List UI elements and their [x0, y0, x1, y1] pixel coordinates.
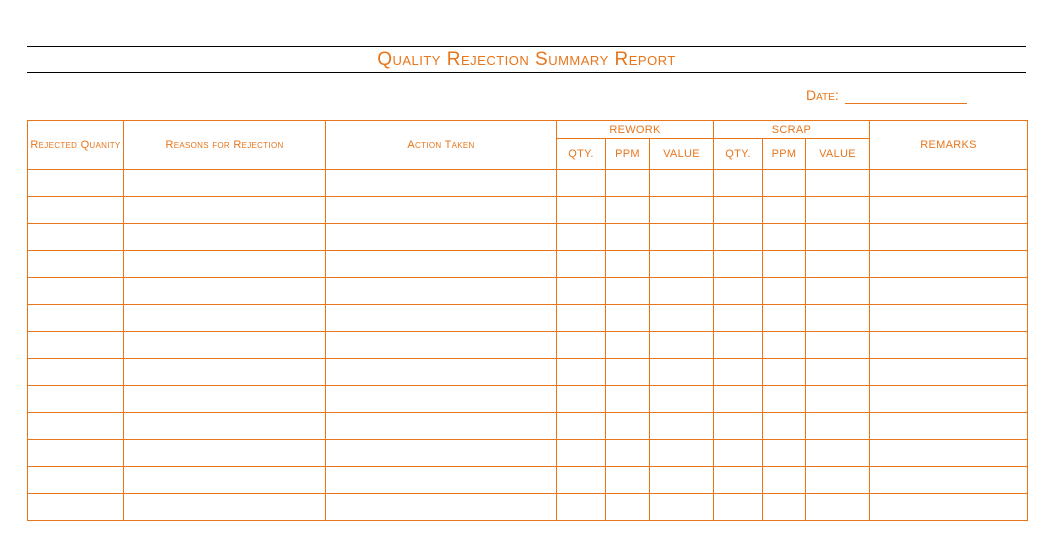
cell-scrap-value[interactable] [806, 332, 870, 359]
cell-remarks[interactable] [870, 170, 1028, 197]
table-row [28, 305, 1028, 332]
cell-reasons[interactable] [124, 494, 326, 521]
cell-reasons[interactable] [124, 413, 326, 440]
cell-rework-value[interactable] [650, 494, 714, 521]
cell-scrap-ppm[interactable] [763, 440, 806, 467]
cell-rework-value[interactable] [650, 278, 714, 305]
table-row [28, 251, 1028, 278]
cell-scrap-qty[interactable] [714, 494, 763, 521]
cell-reasons[interactable] [124, 197, 326, 224]
cell-scrap-qty[interactable] [714, 413, 763, 440]
cell-scrap-value[interactable] [806, 494, 870, 521]
cell-scrap-ppm[interactable] [763, 197, 806, 224]
title-top-rule [27, 46, 1026, 47]
cell-rework-ppm[interactable] [606, 224, 650, 251]
table-row [28, 170, 1028, 197]
cell-remarks[interactable] [870, 413, 1028, 440]
cell-remarks[interactable] [870, 359, 1028, 386]
table-row [28, 413, 1028, 440]
table-row [28, 494, 1028, 521]
cell-scrap-value[interactable] [806, 197, 870, 224]
cell-rework-qty[interactable] [557, 467, 606, 494]
cell-scrap-qty[interactable] [714, 170, 763, 197]
cell-rework-value[interactable] [650, 224, 714, 251]
cell-scrap-value[interactable] [806, 440, 870, 467]
cell-remarks[interactable] [870, 440, 1028, 467]
table-row [28, 278, 1028, 305]
cell-rework-ppm[interactable] [606, 386, 650, 413]
cell-rework-qty[interactable] [557, 332, 606, 359]
header-scrap-value: VALUE [806, 139, 870, 170]
cell-action-taken[interactable] [326, 278, 557, 305]
cell-rework-qty[interactable] [557, 305, 606, 332]
cell-action-taken[interactable] [326, 359, 557, 386]
cell-rejected-quantity[interactable] [28, 467, 124, 494]
cell-reasons[interactable] [124, 170, 326, 197]
cell-scrap-qty[interactable] [714, 278, 763, 305]
cell-action-taken[interactable] [326, 305, 557, 332]
cell-rework-value[interactable] [650, 251, 714, 278]
report-title: Quality Rejection Summary Report [377, 49, 676, 70]
cell-remarks[interactable] [870, 251, 1028, 278]
cell-scrap-qty[interactable] [714, 197, 763, 224]
cell-reasons[interactable] [124, 332, 326, 359]
date-blank-line[interactable] [845, 89, 967, 104]
cell-rework-value[interactable] [650, 170, 714, 197]
cell-remarks[interactable] [870, 278, 1028, 305]
cell-rework-value[interactable] [650, 359, 714, 386]
table-row [28, 332, 1028, 359]
cell-rework-ppm[interactable] [606, 359, 650, 386]
cell-remarks[interactable] [870, 332, 1028, 359]
cell-scrap-ppm[interactable] [763, 251, 806, 278]
cell-scrap-ppm[interactable] [763, 224, 806, 251]
cell-scrap-value[interactable] [806, 467, 870, 494]
cell-rework-qty[interactable] [557, 278, 606, 305]
cell-rejected-quantity[interactable] [28, 251, 124, 278]
cell-rework-ppm[interactable] [606, 197, 650, 224]
cell-rework-qty[interactable] [557, 359, 606, 386]
cell-scrap-ppm[interactable] [763, 278, 806, 305]
date-label: Date: [806, 87, 839, 103]
table-row [28, 386, 1028, 413]
cell-scrap-value[interactable] [806, 170, 870, 197]
cell-remarks[interactable] [870, 197, 1028, 224]
cell-reasons[interactable] [124, 440, 326, 467]
cell-scrap-qty[interactable] [714, 251, 763, 278]
header-reasons-for-rejection: Reasons for Rejection [124, 121, 326, 170]
header-scrap-qty: QTY. [714, 139, 763, 170]
cell-rework-qty[interactable] [557, 251, 606, 278]
cell-scrap-qty[interactable] [714, 224, 763, 251]
cell-rework-value[interactable] [650, 197, 714, 224]
cell-scrap-value[interactable] [806, 251, 870, 278]
cell-scrap-ppm[interactable] [763, 305, 806, 332]
cell-rejected-quantity[interactable] [28, 494, 124, 521]
cell-rework-ppm[interactable] [606, 251, 650, 278]
cell-scrap-value[interactable] [806, 278, 870, 305]
header-scrap-ppm: PPM [763, 139, 806, 170]
cell-rework-ppm[interactable] [606, 305, 650, 332]
table-body [28, 170, 1028, 521]
cell-reasons[interactable] [124, 359, 326, 386]
cell-action-taken[interactable] [326, 197, 557, 224]
cell-scrap-qty[interactable] [714, 386, 763, 413]
cell-scrap-qty[interactable] [714, 305, 763, 332]
cell-action-taken[interactable] [326, 170, 557, 197]
cell-rejected-quantity[interactable] [28, 170, 124, 197]
cell-scrap-value[interactable] [806, 386, 870, 413]
cell-rework-value[interactable] [650, 332, 714, 359]
cell-rework-value[interactable] [650, 467, 714, 494]
cell-rework-ppm[interactable] [606, 494, 650, 521]
cell-scrap-value[interactable] [806, 224, 870, 251]
cell-rework-qty[interactable] [557, 197, 606, 224]
cell-rework-qty[interactable] [557, 170, 606, 197]
cell-scrap-ppm[interactable] [763, 170, 806, 197]
cell-rejected-quantity[interactable] [28, 197, 124, 224]
header-rework-value: VALUE [650, 139, 714, 170]
cell-rework-qty[interactable] [557, 386, 606, 413]
cell-rejected-quantity[interactable] [28, 359, 124, 386]
cell-rejected-quantity[interactable] [28, 440, 124, 467]
cell-scrap-ppm[interactable] [763, 386, 806, 413]
cell-remarks[interactable] [870, 494, 1028, 521]
cell-rework-ppm[interactable] [606, 170, 650, 197]
cell-action-taken[interactable] [326, 251, 557, 278]
cell-rework-qty[interactable] [557, 440, 606, 467]
cell-rework-value[interactable] [650, 413, 714, 440]
cell-scrap-ppm[interactable] [763, 413, 806, 440]
cell-reasons[interactable] [124, 386, 326, 413]
header-rejected-quantity: Rejected Quanity [28, 121, 124, 170]
cell-remarks[interactable] [870, 305, 1028, 332]
table-row [28, 224, 1028, 251]
cell-rejected-quantity[interactable] [28, 305, 124, 332]
header-remarks: REMARKS [870, 121, 1028, 170]
cell-reasons[interactable] [124, 251, 326, 278]
cell-action-taken[interactable] [326, 386, 557, 413]
table-row [28, 197, 1028, 224]
cell-scrap-ppm[interactable] [763, 332, 806, 359]
header-rework: REWORK [557, 121, 714, 139]
header-action-taken: Action Taken [326, 121, 557, 170]
table-row [28, 440, 1028, 467]
title-bottom-rule [27, 72, 1026, 73]
cell-action-taken[interactable] [326, 494, 557, 521]
cell-rework-qty[interactable] [557, 413, 606, 440]
header-rework-ppm: PPM [606, 139, 650, 170]
cell-rework-qty[interactable] [557, 224, 606, 251]
cell-rejected-quantity[interactable] [28, 386, 124, 413]
cell-action-taken[interactable] [326, 332, 557, 359]
date-field [806, 86, 967, 104]
cell-reasons[interactable] [124, 224, 326, 251]
cell-action-taken[interactable] [326, 440, 557, 467]
table-row [28, 467, 1028, 494]
cell-rework-ppm[interactable] [606, 440, 650, 467]
cell-rejected-quantity[interactable] [28, 332, 124, 359]
cell-scrap-ppm[interactable] [763, 467, 806, 494]
cell-action-taken[interactable] [326, 467, 557, 494]
cell-rework-ppm[interactable] [606, 278, 650, 305]
cell-rejected-quantity[interactable] [28, 413, 124, 440]
cell-remarks[interactable] [870, 467, 1028, 494]
cell-reasons[interactable] [124, 305, 326, 332]
cell-rework-value[interactable] [650, 386, 714, 413]
cell-remarks[interactable] [870, 224, 1028, 251]
cell-scrap-qty[interactable] [714, 467, 763, 494]
cell-action-taken[interactable] [326, 224, 557, 251]
header-scrap: SCRAP [714, 121, 870, 139]
rejection-table [27, 120, 1028, 521]
cell-rework-value[interactable] [650, 440, 714, 467]
cell-scrap-value[interactable] [806, 305, 870, 332]
cell-scrap-qty[interactable] [714, 440, 763, 467]
cell-rejected-quantity[interactable] [28, 278, 124, 305]
cell-action-taken[interactable] [326, 413, 557, 440]
cell-rework-qty[interactable] [557, 494, 606, 521]
cell-rework-ppm[interactable] [606, 332, 650, 359]
cell-scrap-qty[interactable] [714, 359, 763, 386]
cell-rework-ppm[interactable] [606, 467, 650, 494]
cell-scrap-ppm[interactable] [763, 359, 806, 386]
cell-reasons[interactable] [124, 467, 326, 494]
table-row [28, 359, 1028, 386]
cell-scrap-value[interactable] [806, 359, 870, 386]
cell-rework-value[interactable] [650, 305, 714, 332]
cell-scrap-qty[interactable] [714, 332, 763, 359]
header-rework-qty: QTY. [557, 139, 606, 170]
cell-scrap-value[interactable] [806, 413, 870, 440]
cell-remarks[interactable] [870, 386, 1028, 413]
cell-scrap-ppm[interactable] [763, 494, 806, 521]
cell-rejected-quantity[interactable] [28, 224, 124, 251]
cell-rework-ppm[interactable] [606, 413, 650, 440]
cell-reasons[interactable] [124, 278, 326, 305]
